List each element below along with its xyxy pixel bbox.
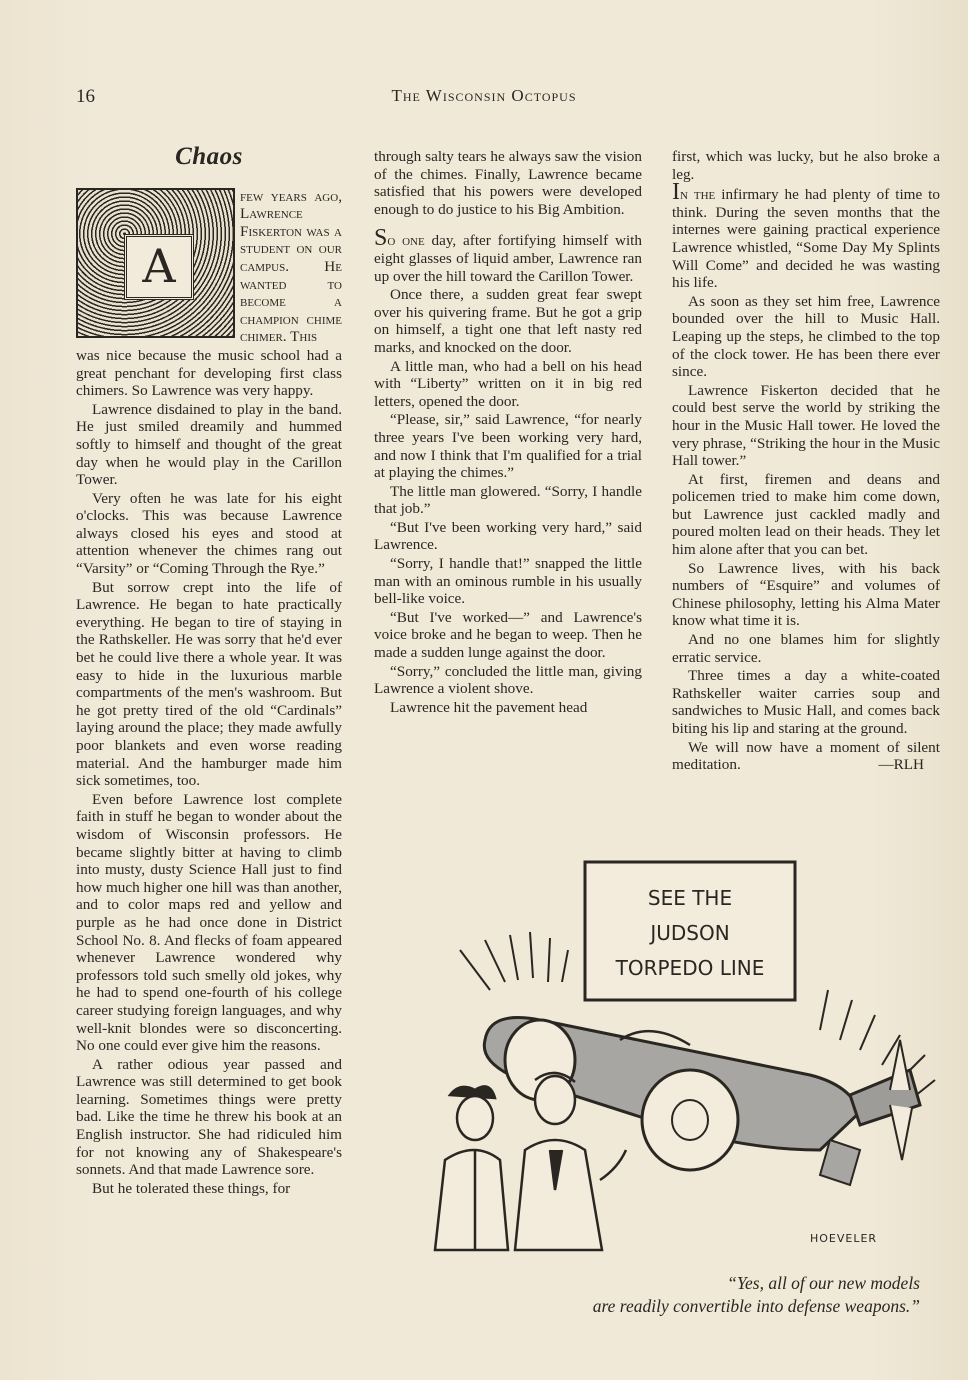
paragraph: Lawrence hit the pavement head: [390, 698, 588, 716]
billboard-sign: [585, 862, 795, 1000]
article-column-2: [374, 148, 642, 717]
paragraph: So one day, after fortifying himself with eight glasses of liquid amber, Lawrence ran up over the hill toward the Carillon Tower.: [374, 225, 642, 285]
running-head: The Wisconsin Octopus: [391, 86, 577, 105]
paragraph: In the infirmary he had plenty of time to think. During the seven months that the internes were gaining practical experience Lawrence whistled, “Some Day My Splints Will Come” and decided he was wasting his life.: [672, 179, 940, 292]
paragraph: We will now have a moment of silent meditation. —RLH: [672, 738, 940, 774]
paragraph: At first, firemen and deans and policemen tried to make him come down, but Lawrence just cackled madly and poured molten lead on their heads. They let him alone after that you can bet.: [672, 470, 940, 559]
paragraph: And no one blames him for slightly erratic service.: [672, 631, 940, 666]
article-column-1: [76, 143, 342, 1198]
paragraph: Even before Lawrence lost complete faith in stuff he began to wonder about the wisdom of Wisconsin professors. He became slightly bitter at having to climb into musty, dusty Science Hall just to find how much higher one hill was than another, and to color maps red and yellow and purple as he had once done in District School No. 8. And flecks of foam appeared whenever Lawrence wondered why professors told such smelly old jokes, why he had to spend one-fourth of his college career studying foreign languages, and why well-knit blondes were so disconcerting. No one could ever give him the reasons.: [76, 790, 342, 1055]
paragraph: Very often he was late for his eight o'clocks. This was because Lawrence always closed his eyes and stood at attention whenever the chimes rang out “Varsity” or “Coming Through the Rye.”: [76, 489, 342, 578]
sign-text-2: JUDSON: [650, 921, 730, 945]
paragraph: Lawrence Fiskerton decided that he could best serve the world by striking the hour in the Music Hall tower. He loved the very phrase, “Striking the hour in the Music Hall tower.”: [672, 381, 940, 470]
paragraph: “But I've been working very hard,” said Lawrence.: [374, 518, 642, 554]
article-title: Chaos: [175, 143, 243, 170]
paragraph: Three times a day a white-coated Rathskeller waiter carries soup and sandwiches to Music Hall, and comes back biting his lip and staring at the ground.: [672, 667, 940, 737]
paragraph: first, which was lucky, but he also broke a leg.: [672, 148, 940, 183]
cartoon-illustration: [390, 850, 940, 1270]
paragraph: “Sorry,” concluded the little man, giving Lawrence a violent shove.: [374, 662, 642, 698]
paragraph: A rather odious year passed and Lawrence was still determined to get book learning. Sometimes things were pretty bad. Like the time he threw his book at an English instructor. She had ridiculed him for not knowing any of Shakespeare's sonnets. And that made Lawrence sore.: [76, 1055, 342, 1179]
paragraph: “Sorry, I handle that!” snapped the little man with an ominous rumble in his usually bell-like voice.: [374, 555, 642, 608]
page-number: 16: [76, 86, 95, 107]
paragraph: But he tolerated these things, for: [92, 1179, 291, 1197]
paragraph: through salty tears he always saw the vision of the chimes. Finally, Lawrence became satisfied that his powers were developed enough to do justice to his Big Ambition.: [374, 148, 642, 218]
initial-letter: A: [124, 234, 194, 300]
paragraph: Lawrence disdained to play in the band. He just smiled dreamily and hummed softly to himself and thought of the great day when he would play in the Carillon Tower.: [76, 400, 342, 489]
cartoon-caption: “Yes, all of our new models are readily convertible into defense weapons.”: [592, 1273, 920, 1316]
paragraph: As soon as they set him free, Lawrence bounded over the hill to Music Hall. Leaping up the steps, he climbed to the top of the clock tower. He has been there ever since.: [672, 292, 940, 381]
paragraph: Once there, a sudden great fear swept over his quivering frame. But he got a grip on himself, a tight one that left nasty red marks, and knocked on the door.: [374, 286, 642, 356]
paragraph: A little man, who had a bell on his head with “Liberty” written on it in big red letters, opened the door.: [374, 357, 642, 410]
paragraph: “But I've worked—” and Lawrence's voice broke and he began to weep. Then he made a sudden lunge against the door.: [374, 608, 642, 662]
ornamental-initial: [76, 188, 235, 338]
paragraph: So Lawrence lives, with his back numbers of “Esquire” and volumes of Chinese philosophy, letting his Alma Mater know what time it is.: [672, 559, 940, 630]
article-column-3: [672, 148, 940, 775]
byline: —RLH: [878, 756, 924, 774]
sign-text-3: TORPEDO LINE: [615, 956, 765, 980]
paragraph: was nice because the music school had a great penchant for developing first class chimers. So Lawrence was very happy.: [76, 346, 342, 400]
paragraph: The little man glowered. “Sorry, I handle that job.”: [374, 482, 642, 518]
sign-text-1: SEE THE: [647, 886, 733, 910]
paragraph: But sorrow crept into the life of Lawrence. He began to hate practically everything. He began to tire of staying in the Rathskeller. He was sorry that he'd ever bet he could live there a whole year. It was easy to hide in the luxurious marble compartments of the men's washroom. But he got pretty tired of the old “Cardinals” laying around the place; they made awfully poor blankets and even worse reading material. And the hamburger made him sick sometimes, too.: [76, 578, 342, 790]
paragraph: “Please, sir,” said Lawrence, “for nearly three years I've been working very hard, and now I think that I'm qualified for a trial at playing the chimes.”: [374, 411, 642, 482]
artist-signature: HOEVELER: [810, 1232, 878, 1245]
paragraph: few years ago, Lawrence Fiskerton was a student on our campus. He wanted to become a champion chime chimer. This: [240, 187, 342, 346]
